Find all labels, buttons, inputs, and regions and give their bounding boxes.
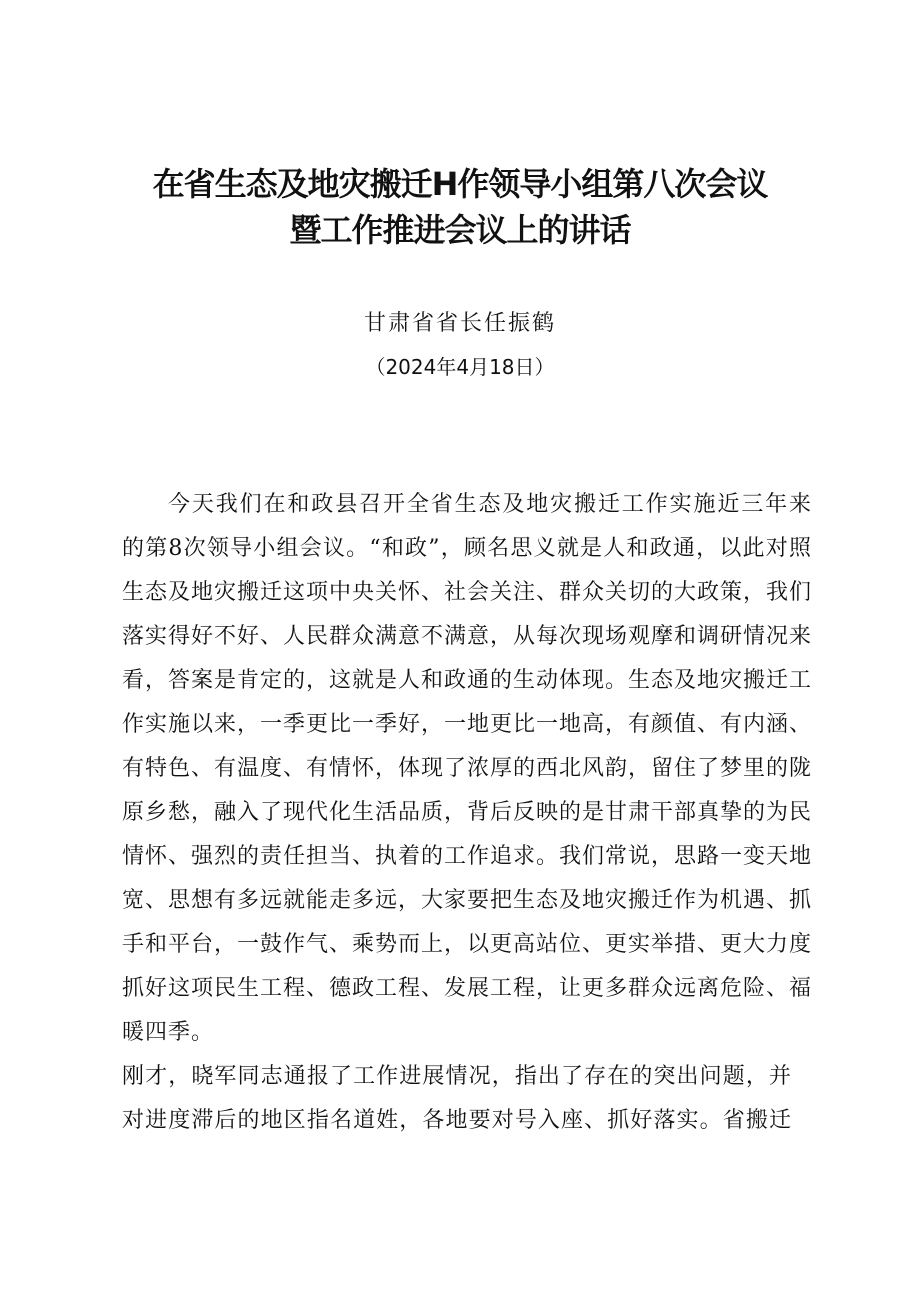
body-line: 的第8次领导小组会议。“和政”，顾名思义就是人和政通，以此对照 bbox=[122, 536, 812, 561]
body-line: 落实得好不好、人民群众满意不满意，从每次现场观摩和调研情况来 bbox=[122, 624, 813, 649]
title-line-2: 暨工作推进会议上的讲话 bbox=[289, 211, 631, 249]
body-line: 原乡愁，融入了现代化生活品质，背后反映的是甘肃干部真挚的为民 bbox=[122, 800, 813, 825]
body-line: 宽、思想有多远就能走多远，大家要把生态及地灾搬迁作为机遇、抓 bbox=[122, 888, 813, 913]
body-line: 看，答案是肯定的，这就是人和政通的生动体现。生态及地灾搬迁工 bbox=[122, 668, 813, 693]
body-line: 暖四季。 bbox=[122, 1020, 215, 1045]
body-line: 作实施以来，一季更比一季好，一地更比一地高，有颜值、有内涵、 bbox=[122, 712, 813, 737]
body-line: 情怀、强烈的责任担当、执着的工作追求。我们常说，思路一变天地 bbox=[122, 844, 813, 869]
body-line: 对进度滞后的地区指名道姓，各地要对号入座、抓好落实。省搬迁 bbox=[122, 1108, 792, 1133]
body-line: 生态及地灾搬迁这项中央关怀、社会关注、群众关切的大政策，我们 bbox=[122, 580, 813, 605]
body-line: 抓好这项民生工程、德政工程、发展工程，让更多群众远离危险、福 bbox=[122, 976, 813, 1001]
body-line: 今天我们在和政县召开全省生态及地灾搬迁工作实施近三年来 bbox=[168, 492, 812, 517]
author-line: 甘肃省省长任振鹤 bbox=[363, 311, 556, 336]
body-line: 有特色、有温度、有情怀，体现了浓厚的西北风韵，留住了梦里的陇 bbox=[122, 756, 813, 781]
date-line: （2024年4月18日） bbox=[365, 355, 555, 379]
body-line: 手和平台，一鼓作气、乘势而上，以更高站位、更实举措、更大力度 bbox=[122, 932, 813, 957]
title-line-1: 在省生态及地灾搬迁H作领导小组第八次会议 bbox=[152, 165, 768, 203]
body-line: 刚才，晓军同志通报了工作进展情况，指出了存在的突出问题，并 bbox=[122, 1064, 792, 1089]
